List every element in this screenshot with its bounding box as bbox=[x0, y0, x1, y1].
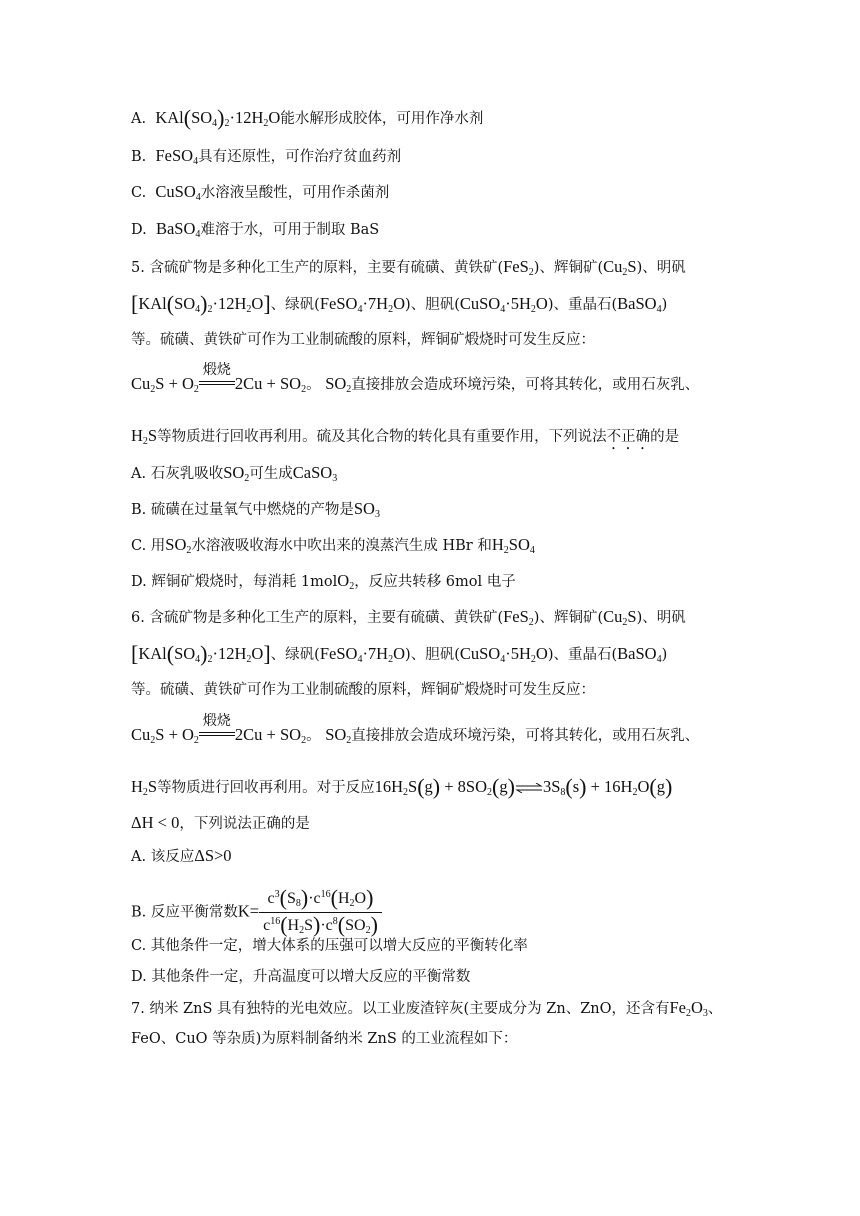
equilibrium-constant-fraction: $\frac{c^3(S_8)\cdot c^{16}(H_2O)}{c^{16}(H_2S)\cdot c^8(SO_2)}$ bbox=[259, 888, 382, 937]
q7-stem-line1: 7. 纳米 ZnS 具有独特的光电效应。以工业废渣锌灰(主要成分为 Zn、ZnO，还含有$Fe_2O_3$、 bbox=[131, 998, 723, 1019]
q6-stem-line2: $[KAl(SO_4)_2\cdot 12H_2O]$、绿矾$(FeSO_4\cdot 7H_2O)$、胆矾$(CuSO_4\cdot 5H_2O)$、重晶石(BaSO$_4$) bbox=[131, 641, 668, 666]
calcination-condition: 煅烧 bbox=[199, 381, 235, 389]
q6-equation-line: $Cu_2S + O_2$ 煅烧 $2Cu + SO_2$。 $SO_2$直接排放会造成环境污染，可将其转化，或用石灰乳、 bbox=[131, 713, 700, 746]
q5-option-b: B. 硫磺在过量氧气中燃烧的产物是$SO_3$ bbox=[131, 499, 380, 520]
emphasis-not-correct: 不正确 bbox=[606, 429, 651, 445]
q4-option-c: C. CuSO$_4$水溶液呈酸性，可用作杀菌剂 bbox=[131, 182, 390, 203]
q7-stem-line2: FeO、CuO 等杂质)为原料制备纳米 ZnS 的工业流程如下： bbox=[131, 1031, 518, 1047]
q6-option-d: D. 其他条件一定，升高温度可以增大反应的平衡常数 bbox=[131, 969, 471, 985]
q4-option-b: B. FeSO$_4$具有还原性，可作治疗贫血药剂 bbox=[131, 146, 402, 167]
q5-stem-line3: 等。硫磺、黄铁矿可作为工业制硫酸的原料，辉铜矿煅烧时可发生反应： bbox=[131, 332, 595, 348]
q6-option-a: A. 该反应ΔS>0 bbox=[131, 846, 232, 865]
q5-option-d: D. 辉铜矿煅烧时，每消耗 1molO$_2$，反应共转移 6mol 电子 bbox=[131, 571, 516, 592]
q6-stem-line3: 等。硫磺、黄铁矿可作为工业制硫酸的原料，辉铜矿煅烧时可发生反应： bbox=[131, 682, 595, 698]
calcination-condition: 煅烧 bbox=[199, 732, 235, 740]
q4-option-a: A. $KAl(SO_4)_2\cdot 12H_2O$能水解形成胶体，可用作净水剂 bbox=[131, 105, 484, 130]
q5-stem-line1: 5. 含硫矿物是多种化工生产的原料，主要有硫磺、黄铁矿(FeS$_2$)、辉铜矿$(Cu_2S)$、明矾 bbox=[131, 257, 686, 278]
q5-option-a: A. 石灰乳吸收$SO_2$可生成CaSO$_3$ bbox=[131, 463, 338, 484]
q6-stem-line1: 6. 含硫矿物是多种化工生产的原料，主要有硫磺、黄铁矿(FeS$_2$)、辉铜矿$(Cu_2S)$、明矾 bbox=[131, 607, 686, 628]
q6-option-b: B. 反应平衡常数K= $\frac{c^3(S_8)\cdot c^{16}(H_2O)}{c^{16}(H_2S)\cdot c^8(SO_2)}$ bbox=[131, 888, 760, 937]
equilibrium-arrow-icon bbox=[515, 783, 543, 793]
q4-option-d: D. BaSO$_4$难溶于水，可用于制取 BaS bbox=[131, 219, 380, 240]
q6-reaction-line: $H_2S$等物质进行回收再利用。对于反应$16H_2S(g) + 8SO_2(g) 3S_8(s) + 16H_2O(g)$ bbox=[131, 774, 673, 799]
q5-stem-line5: $H_2S$等物质进行回收再利用。硫及其化合物的转化具有重要作用，下列说法不正确的是 bbox=[131, 426, 680, 447]
q5-option-c: C. 用$SO_2$水溶液吸收海水中吹出来的溴蒸汽生成 HBr 和$H_2SO_4$ bbox=[131, 535, 535, 556]
q6-stem-line6: ΔH < 0，下列说法正确的是 bbox=[131, 813, 310, 832]
q6-option-c: C. 其他条件一定，增大体系的压强可以增大反应的平衡转化率 bbox=[131, 938, 528, 954]
q5-equation-line: $Cu_2S + O_2$ 煅烧 $2Cu + SO_2$。 $SO_2$直接排放会造成环境污染，可将其转化，或用石灰乳、 bbox=[131, 362, 700, 395]
q5-stem-line2: $[KAl(SO_4)_2\cdot 12H_2O]$、绿矾$(FeSO_4\cdot 7H_2O)$、胆矾$(CuSO_4\cdot 5H_2O)$、重晶石(BaSO$_4$) bbox=[131, 291, 668, 316]
